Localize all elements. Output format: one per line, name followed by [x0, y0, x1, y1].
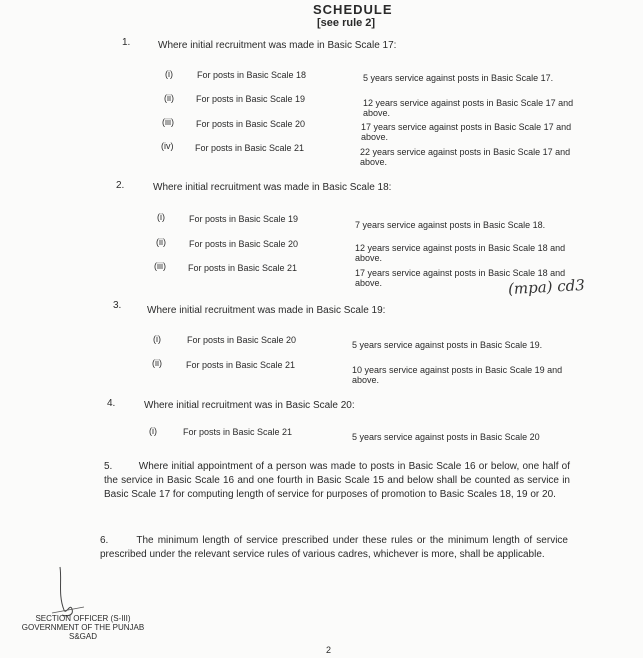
schedule-subtitle: [see rule 2]: [317, 17, 376, 29]
section-1-heading: Where initial recruitment was made in Basic Scale 17:: [158, 40, 397, 51]
section-2-item-2-number: (ii): [156, 237, 166, 247]
section-3-number: 3.: [113, 300, 122, 311]
paragraph-6: [100, 534, 568, 562]
section-1-item-3-number: (iii): [162, 117, 174, 127]
section-2-item-1-post: For posts in Basic Scale 19: [189, 214, 299, 224]
section-1-item-1-post: For posts in Basic Scale 18: [197, 70, 307, 80]
section-1-item-2-service: 12 years service against posts in Basic Scale 17 and above.: [363, 98, 574, 118]
paragraph-5-number: 5.: [104, 461, 113, 472]
section-1-item-1-number: (i): [165, 69, 173, 79]
section-1-item-2-number: (ii): [164, 93, 174, 103]
schedule-title: SCHEDULE: [313, 2, 393, 17]
paragraph-6-text: The minimum length of service prescribed under these rules or the minimum length of service prescribed under the relevant service rules of various cadres, whichever is more, shall be applicable.: [100, 535, 568, 560]
section-2-item-3-number: (iii): [154, 261, 166, 271]
section-4-number: 4.: [107, 398, 116, 409]
section-3-item-2-service: 10 years service against posts in Basic Scale 19 and above.: [352, 365, 563, 385]
signature-department: S&GAD: [68, 632, 97, 641]
handwritten-note: (mpa) cd3: [507, 276, 586, 298]
section-1-item-4-post: For posts in Basic Scale 21: [195, 143, 305, 153]
signature-government: GOVERNMENT OF THE PUNJAB: [21, 623, 145, 632]
signature-block: [8, 614, 158, 641]
section-2-item-3-post: For posts in Basic Scale 21: [188, 263, 298, 273]
section-3-item-1-post: For posts in Basic Scale 20: [187, 335, 297, 345]
section-3-heading: Where initial recruitment was made in Basic Scale 19:: [147, 305, 386, 316]
section-1-item-4-service: 22 years service against posts in Basic Scale 17 and above.: [360, 147, 571, 167]
section-3-item-2-post: For posts in Basic Scale 21: [186, 360, 296, 370]
section-2-item-2-post: For posts in Basic Scale 20: [189, 239, 299, 249]
section-1-number: 1.: [122, 37, 131, 48]
paragraph-6-number: 6.: [100, 535, 109, 546]
section-4-item-1-service: 5 years service against posts in Basic Scale 20: [352, 432, 540, 442]
section-4-item-1-number: (i): [149, 426, 157, 436]
section-1-item-3-service: 17 years service against posts in Basic Scale 17 and above.: [361, 122, 572, 142]
section-2-item-2-service: 12 years service against posts in Basic Scale 18 and above.: [355, 243, 566, 263]
section-4-item-1-post: For posts in Basic Scale 21: [183, 427, 293, 437]
section-1-item-1-service: 5 years service against posts in Basic Scale 17.: [363, 73, 554, 83]
section-2-heading: Where initial recruitment was made in Basic Scale 18:: [153, 182, 392, 193]
section-2-number: 2.: [116, 180, 125, 191]
section-1-item-2-post: For posts in Basic Scale 19: [196, 94, 306, 104]
page-number: 2: [326, 645, 332, 655]
section-4-heading: Where initial recruitment was in Basic Scale 20:: [144, 400, 355, 411]
paragraph-5: [104, 460, 570, 502]
signature-designation: SECTION OFFICER (S-III): [35, 614, 131, 623]
section-1-item-4-number: (iv): [161, 141, 174, 151]
section-3-item-1-number: (i): [153, 334, 161, 344]
section-2-item-3-service: 17 years service against posts in Basic Scale 18 and above.: [355, 268, 566, 288]
signature-scrawl: [40, 565, 100, 620]
section-1-item-3-post: For posts in Basic Scale 20: [196, 119, 306, 129]
section-2-item-1-number: (i): [157, 212, 165, 222]
section-3-item-1-service: 5 years service against posts in Basic Scale 19.: [352, 340, 543, 350]
paragraph-5-text: Where initial appointment of a person was made to posts in Basic Scale 16 or below, one half of the service in Basic Scale 16 and one fourth in Basic Scale 15 and below shall be counted as service in Basic Scale 17 for computing length of service for purposes of promotion to Basic Scales 18, 19 or 20.: [104, 461, 571, 500]
section-3-item-2-number: (ii): [152, 358, 162, 368]
section-2-item-1-service: 7 years service against posts in Basic Scale 18.: [355, 220, 546, 230]
